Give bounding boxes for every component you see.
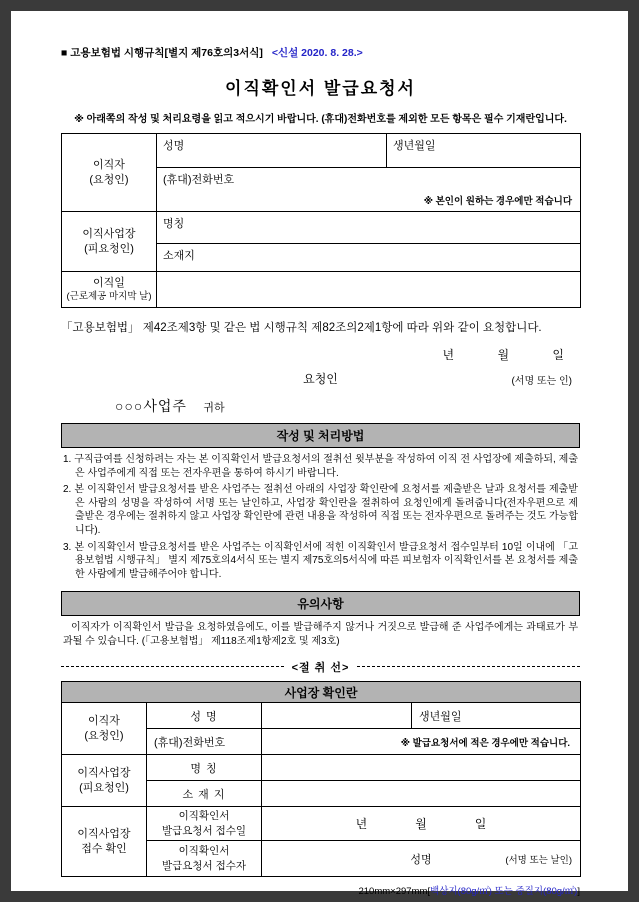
receipt-label-cell [62,807,147,877]
receipt-date-ymd [262,815,580,832]
revision-date: <신설 2020. 8. 28.> [271,47,363,59]
confirm-workplace-name-value [262,755,581,781]
name-field-label: 성명 [163,140,185,152]
receipt-label-line2: 접수 확인 [81,842,127,855]
leave-date-label-line2: (근로제공 마지막 날) [66,290,152,302]
form-page [11,11,628,898]
confirm-name-value [262,703,412,729]
paper-bracket: ] [577,886,580,898]
phone-field-label: (휴대)전화번호 [163,174,235,186]
leave-date-label-cell [62,272,157,308]
page-title: 이직확인서 발급요청서 [225,79,416,98]
confirm-applicant-label-line2: (요청인) [84,729,124,742]
caution-section-content [61,616,580,652]
requester-label: 요청인 [303,372,338,386]
birthdate-field-label: 생년월일 [393,140,436,152]
confirm-workplace-addr-label: 소 재 지 [147,781,262,807]
phone-optional-note: ※ 본인이 원하는 경우에만 적습니다 [423,196,572,207]
request-row-leave-date [62,272,581,308]
request-table [61,133,581,308]
request-row-name [62,134,581,168]
receiver-value-cell [262,841,581,877]
confirm-workplace-label-cell [62,755,147,807]
confirm-row-workplace-name [62,755,581,781]
receipt-year-label: 년 [355,817,368,832]
cut-line-dash-left [61,666,284,667]
leave-date-label-line1: 이직일 [93,276,125,289]
guide-item-3: 3. 본 이직확인서 발급요청서를 받은 사업주는 이직확인서에 적힌 이직확인서 발급요청서 접수일부터 10일 이내에 「고용보험법 시행규칙」 별지 제75호의4서식 또는 별지 제75호의5서식에 따른 피보험자 이직확인서를 본 요청서를 제출한 사람에게 발급해주어야 합니다. [63,541,578,580]
receipt-day-label: 일 [474,817,487,832]
workplace-label-line2: (피요청인) [84,242,134,255]
applicant-label-cell [62,134,157,212]
recipient-line [61,396,580,416]
confirm-workplace-name-label: 명 칭 [147,755,262,781]
confirm-applicant-label-line1: 이직자 [88,715,120,727]
regulation-note [61,45,580,60]
workplace-label-line1: 이직사업장 [82,227,136,240]
confirm-phone-note: ※ 발급요청서에 적은 경우에만 적습니다. [262,729,581,755]
confirm-name-label: 성 명 [147,703,262,729]
recipient-name: ○○○사업주 [115,398,187,414]
guide-section-header: 작성 및 처리방법 [61,423,580,448]
confirm-birthdate-field [412,703,581,729]
applicant-label-line2: (요청인) [89,173,129,186]
date-month-label: 월 [497,348,510,362]
recipient-suffix: 귀하 [203,402,225,414]
receipt-date-value [262,807,581,841]
legal-statement: 「고용보험법」 제42조제3항 및 같은 법 시행규칙 제82조의2제1항에 따라 위와 같이 요청합니다. [61,322,542,334]
caution-text: 이직자가 이직확인서 발급을 요청하였음에도, 이를 발급해주지 않거나 거짓으로 발급해 준 사업주에게는 과태료가 부과될 수 있습니다. (「고용보험법」 제118조제1항제2호 및 제3호) [63,622,578,648]
receipt-month-label: 월 [415,817,427,832]
confirm-applicant-label-cell [62,703,147,755]
date-line [61,346,580,363]
receipt-date-label-line1: 이직확인서 [178,810,230,823]
fill-notice: ※ 아래쪽의 작성 및 처리요령을 읽고 적으시기 바랍니다. (휴대)전화번호를 제외한 모든 항목은 필수 기재란입니다. [74,114,567,125]
cut-line [61,659,580,674]
workplace-name-field [157,212,581,244]
confirm-row-receipt-date [62,807,581,841]
paper-spec-footer [61,883,580,897]
confirm-birthdate-label: 생년월일 [419,710,462,723]
paper-type: 백상지(80g/㎡) 또는 중질지(80g/㎡) [430,886,578,898]
regulation-text: ■ 고용보험법 시행규칙[별지 제76호의3서식] [61,47,263,59]
workplace-addr-label: 소재지 [163,250,195,262]
signature-note: (서명 또는 인) [511,376,572,387]
guide-item-2: 2. 본 이직확인서 발급요청서를 받은 사업주는 절취선 아래의 사업장 확인란에 요청서를 제출받은 날과 요청서를 제출받은 사람의 성명을 작성하여 서명 또는 날인하고, 사업장 확인란을 절취하여 요청인에게 돌려줍니다(전자우편으로 제출받은 경우에는 절취하지 않고 사업장 확인란에 관련 내용을 작성하여 직접 또는 전자우편으로 돌려주는 것도 가능합니다). [63,484,578,536]
request-row-workplace-name [62,212,581,244]
confirm-workplace-addr-value [262,781,581,807]
paper-size: 210mm×297mm[ [358,886,431,898]
applicant-label-line1: 이직자 [93,158,125,171]
name-field [157,134,387,168]
caution-section-header: 유의사항 [61,591,580,616]
guide-item-1: 1. 구직급여를 신청하려는 자는 본 이직확인서 발급요청서의 절취선 윗부분을 작성하여 이직 전 사업장에 제출하되, 제출은 사업주에게 직접 또는 전자우편을 통하여 하시기 바랍니다. [63,454,578,479]
receiver-label-cell [147,841,262,877]
leave-date-field [157,272,581,308]
confirm-workplace-label-line2: (피요청인) [79,781,129,794]
workplace-name-label: 명칭 [163,218,185,230]
workplace-addr-field [157,244,581,272]
confirmation-header-row [62,682,581,703]
receiver-name-label: 성명 [410,853,432,866]
receipt-date-label-line2: 발급요청서 접수일 [161,824,247,837]
receipt-label-line1: 이직사업장 [77,828,131,840]
receiver-label-line1: 이직확인서 [178,845,230,858]
confirmation-title: 사업장 확인란 [62,682,581,703]
receiver-sign-note: (서명 또는 날인) [505,854,573,866]
confirm-row-name [62,703,581,729]
confirm-phone-label: (휴대)전화번호 [147,729,262,755]
requester-line [61,370,580,386]
workplace-label-cell [62,212,157,272]
confirmation-table [61,681,581,877]
guide-section-content [61,448,580,587]
receiver-label-line2: 발급요청서 접수자 [161,859,247,872]
confirm-workplace-label-line1: 이직사업장 [77,767,131,779]
cut-line-label: <절 취 선> [291,661,350,674]
receipt-date-label-cell [147,807,262,841]
date-year-label: 년 [442,348,455,362]
birthdate-field [387,134,581,168]
cut-line-dash-right [357,666,580,667]
phone-field [157,168,581,212]
date-day-label: 일 [552,348,564,362]
